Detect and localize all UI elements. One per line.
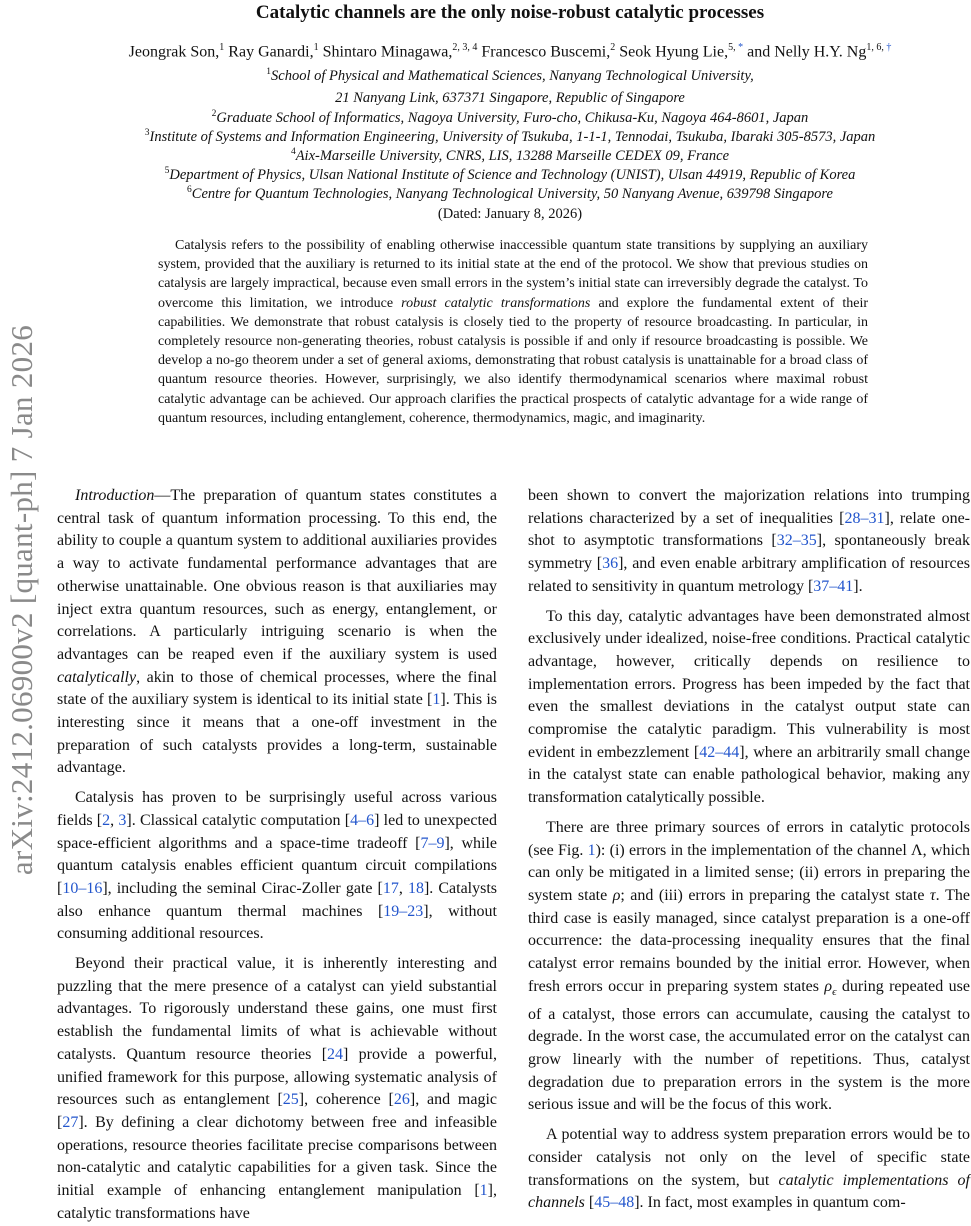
citation-link[interactable]: 18 [407, 879, 424, 897]
italic-text: catalytically [57, 668, 137, 686]
citation-link[interactable]: 10–16 [62, 879, 103, 897]
affiliation-2: $^2$Graduate School of Informatics, Nagoya University, Furo-cho, Chikusa-Ku, Nagoya 464-8601, Japan [211, 109, 809, 126]
author-list: Jeongrak Son,$^1$ Ray Ganardi,$^1$ Shintaro Minagawa,$^{2, 3, 4}$ Francesco Buscemi,$^2$ Seok Hyung Lie,$^{5, *}$ and Nelly H.Y. $Ng^{1, 6, \dagger}$ [128, 42, 892, 61]
citation-link[interactable]: 37–41 [813, 577, 854, 595]
citation-link[interactable]: 26 [393, 1091, 410, 1109]
citation-link[interactable]: 32–35 [776, 532, 817, 550]
affiliation-5: $^5$Department of Physics, Ulsan National Institute of Science and Technology (UNIST), Ulsan 44919, Republic of Korea [164, 166, 856, 183]
author-affiliation-mark: 1 [219, 42, 225, 53]
paragraph: Introduction—The preparation of quantum states constitutes a central task of quantum information processing. To this end, the ability to couple a quantum system to additional auxiliaries provides a way to activate fundamental performance advantages that are otherwise unattainable. One obvious reason is that auxiliaries may inject extra quantum resources, such as energy, entanglement, or correlations. A particularly intriguing scenario is when the advantages can be reaped even if the auxiliary system is used catalytically, akin to those of chemical processes, where the final state of the auxiliary system is identical to its initial state [1]. This is interesting since it means that a one-off investment in the preparation of such catalysts provides a long-term, sustainable advantage. [57, 487, 497, 777]
italic-text: ρ [824, 977, 833, 995]
author-name: Shintaro Minagawa, [322, 43, 453, 61]
paragraph: There are three primary sources of errors in catalytic protocols (see Fig. 1): (i) errors in the implementation of the channel Λ, which can only be mitigated in a limited sense; (ii) errors in preparing the system state ρ; and (iii) errors in preparing the catalyst state τ. The third case is easily managed, since catalyst preparation is a one-off occurrence: the data-processing inequality ensures that the final catalyst error remains bounded by the initial error. However, when fresh errors occur in preparing system states $\rho_\epsilon$ during repeated use of a catalyst, those errors can accumulate, causing the catalyst to degrade. In the worst case, the accumulated error on the catalyst can grow linearly with the number of repetitions. Thus, catalyst degradation due to preparation errors in the system is the more serious issue and will be the focus of this work. [528, 818, 971, 1114]
citation-link[interactable]: 25 [282, 1091, 299, 1109]
citation-link[interactable]: 28–31 [844, 509, 885, 527]
citation-link[interactable]: 1 [587, 841, 596, 859]
citation-link[interactable]: 4–6 [350, 811, 375, 829]
citation-link[interactable]: 1 [432, 691, 441, 709]
author-affiliation-mark: 2 [610, 42, 616, 53]
arxiv-identifier: arXiv:2412.06900v2 [quant-ph] 7 Jan 2026 [4, 324, 39, 876]
author-footnote-link[interactable]: * [738, 42, 744, 53]
author-affiliation-mark: 1, 6, † [866, 42, 892, 53]
affiliation-1: $^1$School of Physical and Mathematical Sciences, Nanyang Technological University, [266, 67, 754, 84]
author-name: Seok Hyung Lie, [619, 43, 729, 61]
author-affiliation-mark: 5, * [728, 42, 744, 53]
affiliation-1-address: 21 Nanyang Link, 637371 Singapore, Republic of Singapore [335, 90, 685, 106]
body-column-left [57, 485, 497, 1226]
paragraph: A potential way to address system preparation errors would be to consider catalysis not only on the level of specific state transformations on the system, but catalytic implementations of channels [45–48]. In fact, most examples in quantum com- [528, 1126, 971, 1212]
citation-link[interactable]: 2 [102, 811, 111, 829]
author-affiliation-mark: 1 [313, 42, 319, 53]
paragraph: Catalysis has proven to be surprisingly useful across various fields [2, 3]. Classical catalytic computation [4–6] led to unexpected space-efficient algorithms and a space-time tradeoff [7–9], while quantum catalysis enables efficient quantum circuit compilations [10–16], including the seminal Cirac-Zoller gate [17, 18]. Catalysts also enhance quantum thermal machines [19–23], without consuming additional resources. [57, 789, 498, 943]
citation-link[interactable]: 45–48 [594, 1194, 635, 1212]
date-line: (Dated: January 8, 2026) [437, 206, 583, 222]
affiliation-6: $^6$Centre for Quantum Technologies, Nanyang Technological University, 50 Nanyang Avenue, 639798 Singapore [187, 185, 833, 202]
citation-link[interactable]: 42–44 [699, 743, 740, 761]
italic-text: Introduction [75, 487, 155, 504]
citation-link[interactable]: 7–9 [420, 834, 445, 852]
author-footnote-link[interactable]: † [886, 42, 892, 53]
citation-link[interactable]: 3 [118, 811, 127, 829]
italic-text: robust catalytic transformations [401, 295, 591, 311]
citation-link[interactable]: 36 [602, 555, 619, 573]
citation-link[interactable]: 24 [327, 1045, 344, 1063]
citation-link[interactable]: 1 [479, 1182, 488, 1200]
paragraph: been shown to convert the majorization relations into trumping relations characterized by a set of inequalities [28–31], relate one-shot to asymptotic transformations [32–35], spontaneously break symmetry [36], and even enable arbitrary amplification of resources related to sensitivity in quantum metrology [37–41]. [528, 487, 971, 595]
author-name: Francesco Buscemi, [481, 43, 611, 61]
paragraph: Beyond their practical value, it is inherently interesting and puzzling that the mere presence of a catalyst can yield substantial advantages. To rigorously understand these gains, one must first establish the fundamental limits of what is achievable without catalysts. Quantum resource theories [24] provide a powerful, unified framework for this purpose, allowing systematic analysis of resources such as entanglement [25], coherence [26], and magic [27]. By defining a clear dichotomy between free and infeasible operations, resource theories facilitate precise comparisons between non-catalytic and catalytic capabilities for a given task. Since the initial example of enhancing entanglement manipulation [1], catalytic transformations have [57, 955, 498, 1222]
author-name: Ray Ganardi, [228, 43, 314, 61]
paper-title: Catalytic channels are the only noise-robust catalytic processes [255, 2, 765, 23]
citation-link[interactable]: 19–23 [383, 902, 424, 920]
affiliation-3: $^3$Institute of Systems and Information Engineering, University of Tsukuba, 1-1-1, Tennodai, Tsukuba, Ibaraki 305-8573, Japan [144, 128, 876, 145]
body-column-right [528, 485, 970, 1215]
author-name: Nelly H.Y. Ng [774, 43, 867, 61]
abstract: Catalysis refers to the possibility of enabling otherwise inaccessible quantum state transitions by supplying an auxiliary system, provided that the auxiliary is returned to its initial state at the end of the protocol. We show that previous studies on catalysis are largely impractical, because even small errors in the system’s initial state can irreversibly degrade the catalyst. To overcome this limitation, we introduce robust catalytic transformations and explore the fundamental extent of their capabilities. We demonstrate that robust catalysis is closely tied to the property of resource broadcasting. In particular, in completely resource non-generating theories, robust catalysis is possible if and only if resource broadcasting is possible. We develop a no-go theorem under a set of general axioms, demonstrating that robust catalysis is unattainable for a broad class of quantum resource theories. However, surprisingly, we also identify thermodynamical scenarios where maximal robust catalytic advantage can be achieved. Our approach clarifies the practical prospects of catalytic advantage for a wide range of quantum resources, including entanglement, coherence, thermodynamics, magic, and imaginarity. [158, 238, 869, 426]
arxiv-sidebar-stamp [0, 0, 44, 1200]
author-name: Jeongrak Son, [128, 43, 220, 61]
paragraph: To this day, catalytic advantages have been demonstrated almost exclusively under idealized, noise-free conditions. Practical catalytic advantage, however, critically depends on resilience to implementation errors. Progress has been impeded by the fact that even the smallest deviations in the catalyst output state can compromise the catalytic paradigm. This vulnerability is most evident in embezzlement [42–44], where an arbitrarily small change in the catalyst state can enable pathological behavior, making any transformation catalytically possible. [528, 607, 971, 807]
italic-text: τ [929, 886, 936, 904]
italic-text: ρ [612, 886, 621, 904]
author-affiliation-mark: 2, 3, 4 [452, 42, 478, 53]
affiliation-4: $^4$Aix-Marseille University, CNRS, LIS, 13288 Marseille CEDEX 09, France [290, 147, 730, 164]
citation-link[interactable]: 17 [382, 879, 399, 897]
subscript: ϵ [832, 985, 837, 998]
italic-text: catalytic implementations of channels [528, 1171, 971, 1212]
citation-link[interactable]: 27 [62, 1113, 79, 1131]
